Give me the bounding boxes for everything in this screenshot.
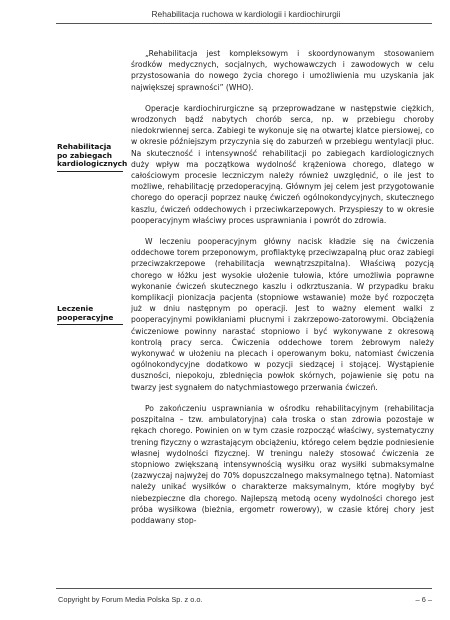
page-number: – 6 – [415, 595, 432, 604]
running-header-title: Rehabilitacja ruchowa w kardiologii i kardiochirurgii [151, 9, 341, 19]
footer-copyright: Copyright by Forum Media Polska Sp. z o.o. [58, 595, 203, 604]
paragraph-postoperative-treatment: W leczeniu pooperacyjnym główny nacisk kładzie się na ćwiczenia oddechowe torem przeponowym, profilaktykę przeciwzapalną płuc oraz zabiegi przeciwzakrzepowe (rehabilitacja wewnątrzszpitalna). Właściwą pozycją chorego w łóżku jest wysokie ułożenie tułowia, które umożliwia poprawne wykonanie ćwiczeń skutecznego kaszlu i odkrztuszania. W przypadku braku komplikacji pionizacja pacjenta (stopniowe wstawanie) może być rozpoczęta już w dniu następnym po operacji. Jest to ważny element walki z pooperacyjnymi powikłaniami płucnymi i zakrzepowo-zatorowymi. Obciążenia ćwiczeniowe powinny narastać stopniowo i być wykonywane z okresową kontrolą pracy serca. Ćwiczenia oddechowe torem żebrowym należy wykonywać w ułożeniu na plecach i operowanym boku, natomiast ćwiczenia ogólnokondycyjne dodatkowo w pozycji siedzącej i stojącej. Wystąpienie duszności, niepokoju, zblednięcia powłok skórnych, pojawienie się potu na twarzy jest sygnałem do natychmiastowego przerwania ćwiczeń. [131, 237, 434, 392]
footer-divider [56, 588, 432, 589]
main-text-column [131, 48, 434, 536]
paragraph-cardiac-surgery: Operacje kardiochirurgiczne są przeprowadzane w następstwie ciężkich, wrodzonych bądź nabytych chorób serca, np. w przebiegu choroby niedokrwiennej serca. Zabiegi te wykonuje się na otwartej klatce piersiowej, co w okresie późniejszym przyczynia się do zaburzeń w przebiegu wentylacji płuc. Na skuteczność i intensywność rehabilitacji po zabiegach kardiologicznych duży wpływ ma początkowa wydolność krążeniowa chorego, dlatego w całościowym procesie leczniczym należy również uwzględnić, o ile jest to możliwe, rehabilitację przedoperacyjną. Głównym jej celem jest przygotowanie chorego do operacji poprzez naukę ćwiczeń ogólnokondycyjnych, skutecznego kaszlu, ćwiczeń oddechowych i przeciwkarzepowych. Przyspieszy to w okresie pooperacyjnym właściwy proces usprawniania i powrót do zdrowia. [131, 103, 434, 225]
margin-note-rehabilitation: Rehabilitacja po zabiegach kardiologicznych [57, 143, 123, 172]
paragraph-outpatient-rehabilitation: Po zakończeniu usprawniania w ośrodku rehabilitacyjnym (rehabilitacja poszpitalna – tzw. ambulatoryjna) cała troska o stan zdrowia pozostaje w rękach chorego. Powinien on w tym czasie rozpocząć właściwy, systematyczny trening fizyczny o wzrastającym obciążeniu, którego celem będzie podniesienie własnej wydolności fizycznej. W treningu należy stosować ćwiczenia ze stopniowo zwiększaną intensywnością wysiłku oraz wysiłki submaksymalne (zazwyczaj najwyżej do 70% dopuszczalnego maksymalnego tętna). Natomiast należy unikać wysiłków o charakterze maksymalnym, które mogłyby być niebezpieczne dla chorego. Najlepszą metodą oceny wydolności chorego jest próba wysiłkowa (bieżnia, ergometr rowerowy), w czasie której chory jest poddawany stop- [131, 403, 434, 525]
header-divider [56, 23, 432, 24]
paragraph-who-definition: „Rehabilitacja jest kompleksowym i skoordynowanym stosowaniem środków medycznych, socjalnych, wychowawczych i zawodowych w celu przystosowania do nowego życia chorego i umożliwienia mu uzyskania jak największej sprawności” (WHO). [131, 49, 434, 92]
margin-note-postoperative: Leczenie pooperacyjne [57, 305, 123, 325]
